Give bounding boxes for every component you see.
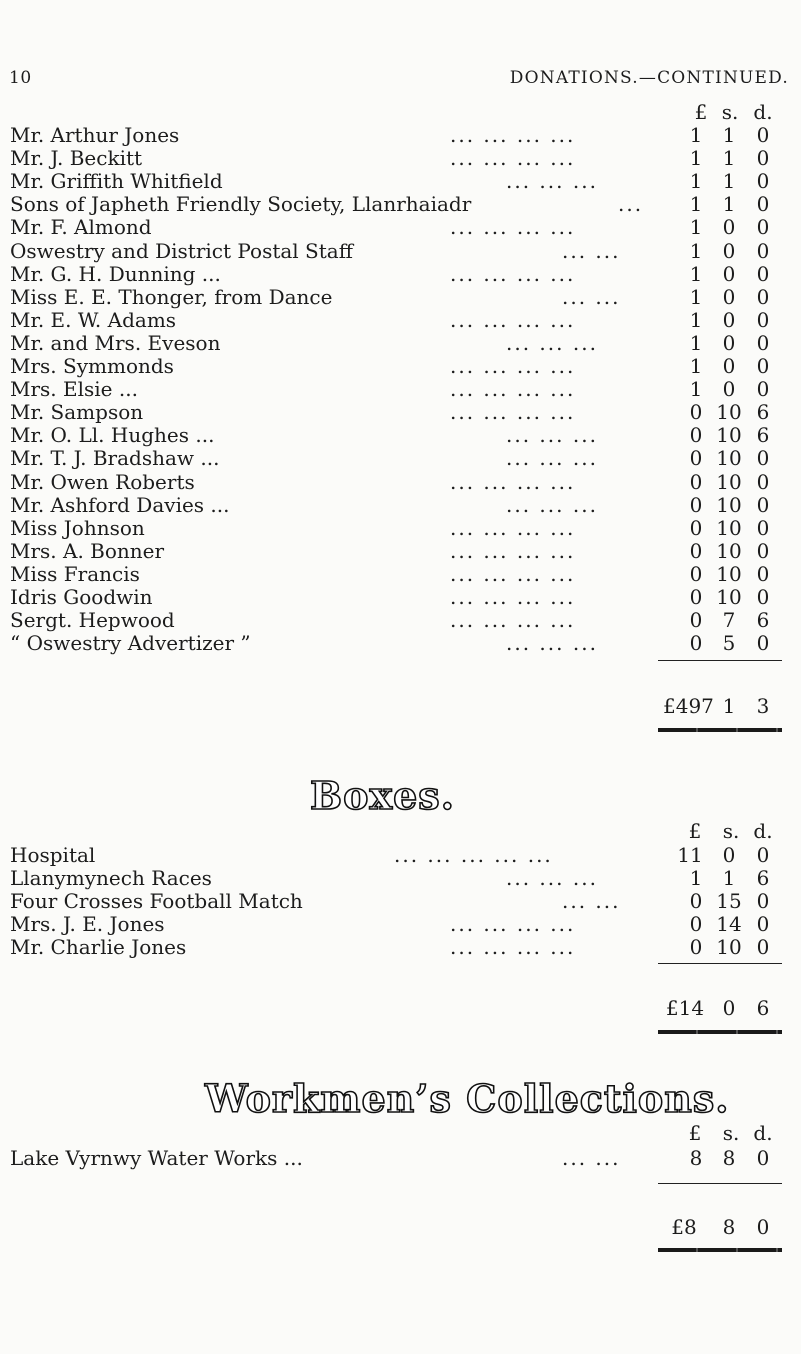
amount-shillings: 0 xyxy=(722,377,736,402)
leader-dots: ... ... xyxy=(562,1146,621,1170)
entry-name: Mr. Charlie Jones xyxy=(10,935,187,960)
amount-pence: 0 xyxy=(756,261,770,286)
amount-pence: 0 xyxy=(756,238,770,263)
amount-pence: 0 xyxy=(756,469,770,494)
total-rule xyxy=(658,660,782,661)
amount-pence: 0 xyxy=(756,446,770,471)
pounds-header: £ xyxy=(688,1121,702,1145)
amount-shillings: 10 xyxy=(716,585,742,609)
amount-pounds: 11 xyxy=(677,843,703,867)
pence-header: d. xyxy=(753,100,773,124)
amount-pounds: 1 xyxy=(689,123,703,147)
amount-pence: 0 xyxy=(756,354,770,378)
amount-shillings: 10 xyxy=(716,561,742,586)
list-item xyxy=(0,866,801,890)
leader-dots: ... ... ... ... xyxy=(450,400,576,425)
pounds-header: £ xyxy=(694,100,708,124)
running-title: DONATIONS.—CONTINUED. xyxy=(509,68,789,88)
amount-pounds: 1 xyxy=(689,377,703,402)
entry-name: Mrs. A. Bonner xyxy=(10,538,165,563)
amount-pounds: 0 xyxy=(689,538,703,563)
workmen-total xyxy=(0,1215,801,1239)
list-item xyxy=(0,470,801,494)
amount-shillings: 1 xyxy=(722,146,736,171)
amount-pounds: 0 xyxy=(689,492,703,517)
list-item xyxy=(0,285,801,309)
amount-pence: 0 xyxy=(756,307,770,332)
list-item xyxy=(0,516,801,540)
list-item xyxy=(0,1146,801,1170)
list-item xyxy=(0,889,801,913)
shillings-header: s. xyxy=(722,1121,740,1145)
list-item xyxy=(0,123,801,147)
amount-shillings: 10 xyxy=(716,423,742,448)
amount-shillings: 0 xyxy=(722,330,736,355)
entry-name: Sergt. Hepwood xyxy=(10,608,175,633)
leader-dots: ... ... ... xyxy=(506,631,598,656)
entry-name: Four Crosses Football Match xyxy=(10,889,303,914)
amount-pounds: 0 xyxy=(689,400,703,425)
amount-pounds: 0 xyxy=(689,561,703,586)
entry-name: “ Oswestry Advertizer ” xyxy=(10,631,251,656)
leader-dots: ... ... ... ... xyxy=(450,608,576,633)
leader-dots: ... ... ... xyxy=(506,423,598,448)
leader-dots: ... ... xyxy=(562,238,621,263)
amount-pounds: 1 xyxy=(689,354,703,378)
amount-shillings: 10 xyxy=(716,400,742,425)
shillings-header: s. xyxy=(721,100,739,124)
amount-pounds: 1 xyxy=(689,238,703,263)
boxes-total xyxy=(0,996,801,1020)
leader-dots: ... ... xyxy=(562,889,621,914)
amount-pounds: 1 xyxy=(689,307,703,332)
leader-dots: ... ... ... ... ... xyxy=(394,843,553,867)
entry-name: Mr. E. W. Adams xyxy=(10,307,177,332)
list-item xyxy=(0,239,801,263)
amount-pence: 6 xyxy=(756,866,770,891)
list-item xyxy=(0,585,801,609)
leader-dots: ... ... ... xyxy=(506,446,598,471)
list-item xyxy=(0,493,801,517)
leader-dots: ... ... ... xyxy=(506,492,598,517)
total-shillings: 1 xyxy=(722,694,736,718)
amount-shillings: 1 xyxy=(722,192,736,217)
amount-shillings: 1 xyxy=(722,866,736,891)
entry-name: Sons of Japheth Friendly Society, Llanrhaiadr xyxy=(10,192,472,217)
amount-pence: 0 xyxy=(756,561,770,586)
pence-header: d. xyxy=(753,1121,773,1145)
leader-dots: ... ... ... ... xyxy=(450,261,576,286)
list-item xyxy=(0,539,801,563)
amount-pounds: 0 xyxy=(689,889,703,914)
list-item xyxy=(0,935,801,959)
entry-name: Mr. G. H. Dunning ... xyxy=(10,261,221,286)
leader-dots: ... ... ... ... xyxy=(450,515,576,540)
list-item xyxy=(0,608,801,632)
entry-name: Mr. T. J. Bradshaw ... xyxy=(10,446,220,471)
leader-dots: ... ... ... ... xyxy=(450,123,576,147)
amount-pounds: 0 xyxy=(689,585,703,609)
list-item xyxy=(0,354,801,378)
entry-name: Hospital xyxy=(10,843,96,867)
entry-name: Mr. Arthur Jones xyxy=(10,123,180,147)
amount-pounds: 0 xyxy=(689,515,703,540)
amount-pounds: 0 xyxy=(689,446,703,471)
total-rule xyxy=(658,963,782,964)
leader-dots: ... ... ... ... xyxy=(450,377,576,402)
list-item xyxy=(0,331,801,355)
amount-pence: 6 xyxy=(756,608,770,633)
entry-name: Mr. Griffith Whitfield xyxy=(10,169,223,194)
amount-shillings: 10 xyxy=(716,515,742,540)
leader-dots: ... xyxy=(618,192,644,217)
amount-pounds: 1 xyxy=(689,866,703,891)
leader-dots: ... ... ... ... xyxy=(450,585,576,609)
entry-name: Miss E. E. Thonger, from Dance xyxy=(10,284,333,309)
leader-dots: ... ... ... ... xyxy=(450,215,576,240)
amount-pence: 0 xyxy=(756,146,770,171)
amount-pence: 0 xyxy=(756,123,770,147)
workmen-title: Workmen’s Collections. xyxy=(205,1076,730,1121)
amount-shillings: 0 xyxy=(722,843,736,867)
list-item xyxy=(0,400,801,424)
amount-shillings: 10 xyxy=(716,446,742,471)
double-rule xyxy=(658,728,782,732)
page-number: 10 xyxy=(9,68,32,88)
amount-shillings: 8 xyxy=(722,1146,736,1170)
amount-pence: 0 xyxy=(756,192,770,217)
amount-shillings: 1 xyxy=(722,123,736,147)
amount-pence: 0 xyxy=(756,585,770,609)
entry-name: Lake Vyrnwy Water Works ... xyxy=(10,1146,303,1170)
entry-name: Miss Johnson xyxy=(10,515,145,540)
amount-pounds: 1 xyxy=(689,330,703,355)
amount-pence: 0 xyxy=(756,843,770,867)
amount-pence: 0 xyxy=(756,912,770,937)
list-item xyxy=(0,562,801,586)
entry-name: Mr. Sampson xyxy=(10,400,144,425)
amount-shillings: 0 xyxy=(722,215,736,240)
list-item xyxy=(0,169,801,193)
amount-pounds: 0 xyxy=(689,912,703,937)
leader-dots: ... ... ... ... xyxy=(450,146,576,171)
amount-pence: 6 xyxy=(756,423,770,448)
amount-pence: 0 xyxy=(756,515,770,540)
total-shillings: 0 xyxy=(722,996,736,1020)
pounds-header: £ xyxy=(688,819,702,843)
amount-shillings: 0 xyxy=(722,307,736,332)
total-pence: 6 xyxy=(756,996,770,1020)
total-shillings: 8 xyxy=(722,1215,736,1239)
total-pence: 0 xyxy=(756,1215,770,1239)
amount-pounds: 1 xyxy=(689,215,703,240)
amount-pounds: 0 xyxy=(689,423,703,448)
entry-name: Mr. Ashford Davies ... xyxy=(10,492,230,517)
entry-name: Mrs. Elsie ... xyxy=(10,377,138,402)
amount-pence: 0 xyxy=(756,377,770,402)
leader-dots: ... ... ... ... xyxy=(450,912,576,937)
list-item xyxy=(0,423,801,447)
amount-pounds: 0 xyxy=(689,631,703,656)
total-pounds: £14 xyxy=(665,996,705,1020)
amount-shillings: 10 xyxy=(716,935,742,960)
leader-dots: ... ... ... ... xyxy=(450,469,576,494)
amount-shillings: 1 xyxy=(722,169,736,194)
amount-pounds: 0 xyxy=(689,608,703,633)
amount-pence: 0 xyxy=(756,538,770,563)
amount-pounds: 8 xyxy=(689,1146,703,1170)
entry-name: Idris Goodwin xyxy=(10,585,153,609)
list-item xyxy=(0,262,801,286)
amount-pence: 0 xyxy=(756,215,770,240)
amount-pence: 6 xyxy=(756,400,770,425)
amount-pounds: 0 xyxy=(689,469,703,494)
list-item xyxy=(0,308,801,332)
leader-dots: ... ... ... ... xyxy=(450,354,576,378)
leader-dots: ... ... ... ... xyxy=(450,307,576,332)
list-item xyxy=(0,912,801,936)
entry-name: Mr. F. Almond xyxy=(10,215,152,240)
double-rule xyxy=(658,1030,782,1034)
amount-pence: 0 xyxy=(756,1146,770,1170)
entry-name: Miss Francis xyxy=(10,561,140,586)
leader-dots: ... ... ... xyxy=(506,330,598,355)
amount-pounds: 1 xyxy=(689,284,703,309)
entry-name: Oswestry and District Postal Staff xyxy=(10,238,353,263)
amount-pounds: 0 xyxy=(689,935,703,960)
total-rule xyxy=(658,1183,782,1184)
amount-pence: 0 xyxy=(756,330,770,355)
list-item xyxy=(0,446,801,470)
amount-pence: 0 xyxy=(756,935,770,960)
amount-shillings: 10 xyxy=(716,538,742,563)
amount-shillings: 15 xyxy=(716,889,742,914)
total-pence: 3 xyxy=(756,694,770,718)
list-item xyxy=(0,192,801,216)
leader-dots: ... ... ... xyxy=(506,866,598,891)
amount-shillings: 10 xyxy=(716,469,742,494)
list-item xyxy=(0,377,801,401)
amount-shillings: 0 xyxy=(722,354,736,378)
leader-dots: ... ... ... xyxy=(506,169,598,194)
list-item xyxy=(0,631,801,655)
shillings-header: s. xyxy=(722,819,740,843)
amount-pence: 0 xyxy=(756,889,770,914)
leader-dots: ... ... ... ... xyxy=(450,935,576,960)
amount-pounds: 1 xyxy=(689,169,703,194)
entry-name: Mr. O. Ll. Hughes ... xyxy=(10,423,215,448)
list-item xyxy=(0,843,801,867)
amount-shillings: 7 xyxy=(722,608,736,633)
amount-shillings: 10 xyxy=(716,492,742,517)
currency-headers xyxy=(0,100,801,124)
boxes-currency-headers xyxy=(0,819,801,843)
double-rule xyxy=(658,1248,782,1252)
total-pounds: £8 xyxy=(671,1215,697,1239)
amount-shillings: 0 xyxy=(722,261,736,286)
donations-total xyxy=(0,694,801,718)
amount-shillings: 14 xyxy=(716,912,742,937)
pence-header: d. xyxy=(753,819,773,843)
entry-name: Llanymynech Races xyxy=(10,866,212,891)
amount-pounds: 1 xyxy=(689,146,703,171)
amount-shillings: 0 xyxy=(722,284,736,309)
workmen-currency-headers xyxy=(0,1121,801,1145)
amount-pence: 0 xyxy=(756,631,770,656)
entry-name: Mrs. J. E. Jones xyxy=(10,912,165,937)
entry-name: Mr. Owen Roberts xyxy=(10,469,195,494)
leader-dots: ... ... ... ... xyxy=(450,561,576,586)
entry-name: Mr. and Mrs. Eveson xyxy=(10,330,221,355)
amount-shillings: 5 xyxy=(722,631,736,656)
boxes-title: Boxes. xyxy=(310,773,455,818)
amount-pence: 0 xyxy=(756,284,770,309)
amount-shillings: 0 xyxy=(722,238,736,263)
entry-name: Mr. J. Beckitt xyxy=(10,146,143,171)
leader-dots: ... ... ... ... xyxy=(450,538,576,563)
amount-pence: 0 xyxy=(756,169,770,194)
amount-pence: 0 xyxy=(756,492,770,517)
amount-pounds: 1 xyxy=(689,192,703,217)
entry-name: Mrs. Symmonds xyxy=(10,354,174,378)
leader-dots: ... ... xyxy=(562,284,621,309)
list-item xyxy=(0,215,801,239)
list-item xyxy=(0,146,801,170)
amount-pounds: 1 xyxy=(689,261,703,286)
total-pounds: £497 xyxy=(663,694,714,718)
